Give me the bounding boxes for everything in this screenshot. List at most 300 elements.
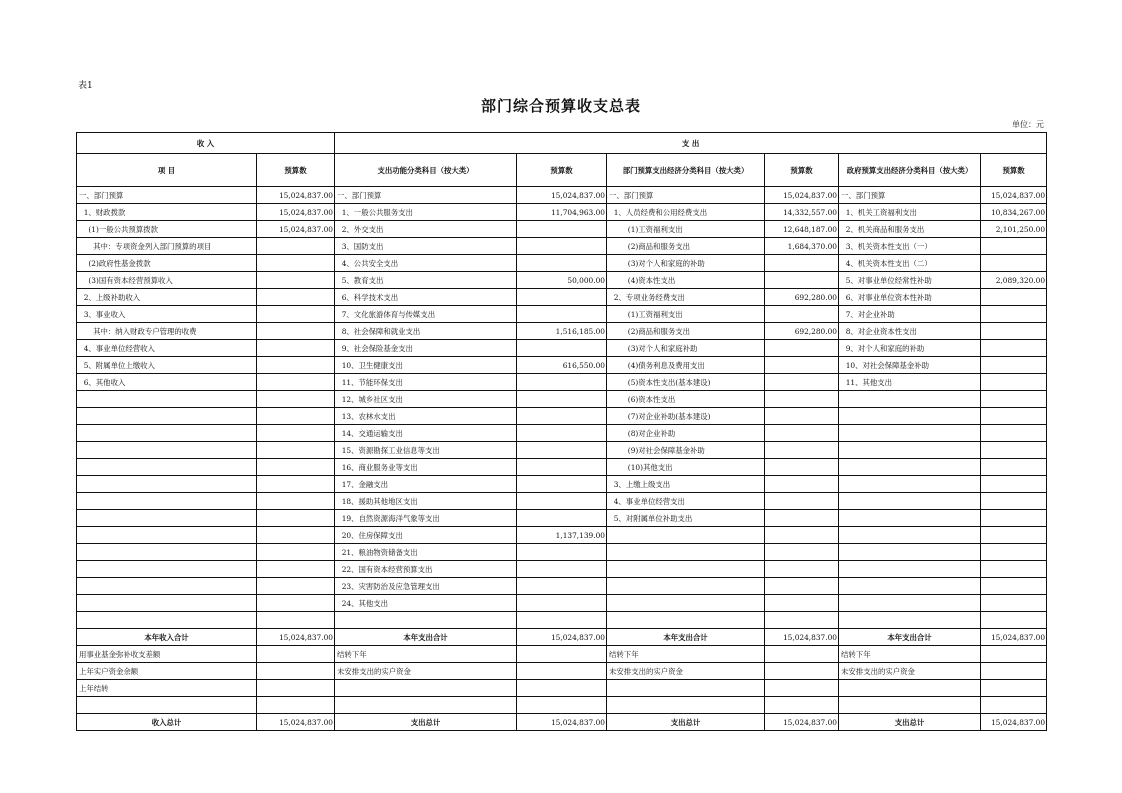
item-cell	[839, 408, 981, 425]
item-cell	[77, 510, 257, 527]
amount-cell	[981, 646, 1047, 663]
amount-cell	[517, 476, 607, 493]
item-cell	[77, 391, 257, 408]
item-cell	[607, 612, 765, 629]
item-cell: (8)对企业补助	[607, 425, 765, 442]
amount-cell: 15,024,837.00	[981, 187, 1047, 204]
item-cell	[839, 595, 981, 612]
column-header: 部门预算支出经济分类科目（按大类）	[607, 154, 765, 187]
amount-cell	[765, 340, 839, 357]
amount-cell: 1,516,185.00	[517, 323, 607, 340]
table-row	[77, 374, 1047, 391]
item-cell	[839, 459, 981, 476]
item-cell	[839, 425, 981, 442]
item-cell: (4)债务利息及费用支出	[607, 357, 765, 374]
table-row	[77, 425, 1047, 442]
amount-cell	[981, 408, 1047, 425]
item-cell: (9)对社会保障基金补助	[607, 442, 765, 459]
item-cell: (2)商品和服务支出	[607, 323, 765, 340]
item-cell: 4、事业单位经营支出	[607, 493, 765, 510]
item-cell: 1、机关工资福利支出	[839, 204, 981, 221]
amount-cell	[765, 646, 839, 663]
amount-cell	[981, 306, 1047, 323]
item-cell	[607, 527, 765, 544]
amount-cell	[257, 340, 335, 357]
amount-cell	[257, 306, 335, 323]
item-cell: 未安排支出的实户资金	[335, 663, 517, 680]
amount-cell	[257, 442, 335, 459]
table-number-label: 表1	[78, 81, 93, 91]
item-cell: 结转下年	[607, 646, 765, 663]
amount-cell	[981, 510, 1047, 527]
amount-cell	[765, 374, 839, 391]
item-cell: 11、其他支出	[839, 374, 981, 391]
item-cell: (6)资本性支出	[607, 391, 765, 408]
item-cell: 6、其他收入	[77, 374, 257, 391]
item-cell: (2)商品和服务支出	[607, 238, 765, 255]
amount-cell: 616,550.00	[517, 357, 607, 374]
amount-cell	[981, 493, 1047, 510]
item-cell: 2、外交支出	[335, 221, 517, 238]
amount-cell	[765, 663, 839, 680]
item-cell	[607, 595, 765, 612]
amount-cell: 15,024,837.00	[765, 187, 839, 204]
amount-cell	[981, 459, 1047, 476]
item-cell: (3)国有资本经营预算收入	[77, 272, 257, 289]
table-row	[77, 204, 1047, 221]
amount-cell	[981, 595, 1047, 612]
amount-cell	[517, 255, 607, 272]
item-cell	[77, 595, 257, 612]
year-total-row	[77, 629, 1047, 646]
amount-cell	[765, 459, 839, 476]
table-row	[77, 442, 1047, 459]
amount-cell	[517, 289, 607, 306]
table-row	[77, 493, 1047, 510]
item-cell: (3)对个人和家庭补助	[607, 340, 765, 357]
amount-cell	[765, 680, 839, 697]
amount-cell	[981, 663, 1047, 680]
amount-cell	[517, 493, 607, 510]
item-cell: 6、对事业单位资本性补助	[839, 289, 981, 306]
amount-cell	[765, 527, 839, 544]
item-cell	[839, 544, 981, 561]
amount-cell	[981, 323, 1047, 340]
amount-cell: 12,648,187.00	[765, 221, 839, 238]
item-cell: (1)工资福利支出	[607, 221, 765, 238]
amount-cell	[257, 663, 335, 680]
item-cell: 1、一般公共服务支出	[335, 204, 517, 221]
amount-cell	[517, 510, 607, 527]
grand-total-row	[77, 714, 1047, 731]
amount-cell	[765, 578, 839, 595]
amount-cell	[517, 238, 607, 255]
item-cell: 11、节能环保支出	[335, 374, 517, 391]
amount-cell	[517, 408, 607, 425]
amount-cell	[517, 578, 607, 595]
amount-cell	[765, 510, 839, 527]
item-cell: 12、城乡社区支出	[335, 391, 517, 408]
amount-cell	[765, 561, 839, 578]
amount-cell	[981, 425, 1047, 442]
amount-cell	[257, 595, 335, 612]
amount-cell	[517, 340, 607, 357]
item-cell	[77, 527, 257, 544]
item-cell: 5、附属单位上缴收入	[77, 357, 257, 374]
amount-cell	[765, 306, 839, 323]
amount-cell	[765, 391, 839, 408]
item-cell: 19、自然资源海洋气象等支出	[335, 510, 517, 527]
item-cell: (3)对个人和家庭的补助	[607, 255, 765, 272]
table-row	[77, 459, 1047, 476]
item-cell	[77, 612, 257, 629]
column-header: 预算数	[765, 154, 839, 187]
amount-cell	[765, 255, 839, 272]
item-cell: 其中：纳入财政专户管理的收费	[77, 323, 257, 340]
item-cell: 8、社会保障和就业支出	[335, 323, 517, 340]
amount-cell	[517, 425, 607, 442]
item-cell: 未安排支出的实户资金	[839, 663, 981, 680]
item-cell: 结转下年	[839, 646, 981, 663]
table-row	[77, 527, 1047, 544]
amount-cell	[765, 272, 839, 289]
amount-cell	[257, 323, 335, 340]
amount-cell: 15,024,837.00	[257, 221, 335, 238]
item-cell: 23、灾害防治及应急管理支出	[335, 578, 517, 595]
item-cell: 3、上缴上级支出	[607, 476, 765, 493]
item-cell: 本年支出合计	[335, 629, 517, 646]
amount-cell	[981, 391, 1047, 408]
item-cell: 3、机关资本性支出（一）	[839, 238, 981, 255]
item-cell: 支出总计	[607, 714, 765, 731]
item-cell: 18、援助其他地区支出	[335, 493, 517, 510]
amount-cell: 15,024,837.00	[517, 187, 607, 204]
item-cell	[77, 442, 257, 459]
amount-cell	[981, 527, 1047, 544]
amount-cell: 15,024,837.00	[981, 714, 1047, 731]
amount-cell	[517, 442, 607, 459]
expense-section-header: 支 出	[335, 133, 1047, 154]
table-row	[77, 697, 1047, 714]
budget-summary-table	[76, 132, 1047, 731]
column-header: 预算数	[257, 154, 335, 187]
item-cell: 用事业基金弥补收支差额	[77, 646, 257, 663]
table-row	[77, 238, 1047, 255]
amount-cell: 15,024,837.00	[765, 629, 839, 646]
amount-cell	[981, 357, 1047, 374]
item-cell: 6、科学技术支出	[335, 289, 517, 306]
amount-cell	[517, 306, 607, 323]
item-cell: 本年支出合计	[839, 629, 981, 646]
item-cell: 支出总计	[839, 714, 981, 731]
table-row	[77, 306, 1047, 323]
amount-cell	[257, 391, 335, 408]
amount-cell	[981, 289, 1047, 306]
item-cell: 一、部门预算	[77, 187, 257, 204]
amount-cell	[981, 340, 1047, 357]
item-cell	[839, 510, 981, 527]
amount-cell	[981, 255, 1047, 272]
item-cell: 17、金融支出	[335, 476, 517, 493]
amount-cell	[981, 680, 1047, 697]
item-cell	[839, 391, 981, 408]
amount-cell	[765, 442, 839, 459]
page-title: 部门综合预算收支总表	[480, 97, 641, 115]
amount-cell: 15,024,837.00	[517, 714, 607, 731]
amount-cell: 15,024,837.00	[517, 629, 607, 646]
item-cell: 2、专项业务经费支出	[607, 289, 765, 306]
amount-cell	[517, 221, 607, 238]
table-row	[77, 510, 1047, 527]
item-cell	[607, 578, 765, 595]
amount-cell	[765, 493, 839, 510]
table-row	[77, 391, 1047, 408]
amount-cell	[257, 459, 335, 476]
income-section-header: 收 入	[77, 133, 335, 154]
item-cell: 20、住房保障支出	[335, 527, 517, 544]
amount-cell	[765, 697, 839, 714]
table-row	[77, 595, 1047, 612]
item-cell	[77, 697, 257, 714]
item-cell: 16、商业服务业等支出	[335, 459, 517, 476]
item-cell: 7、对企业补助	[839, 306, 981, 323]
item-cell	[839, 527, 981, 544]
amount-cell: 10,834,267.00	[981, 204, 1047, 221]
item-cell: 上年实户资金余额	[77, 663, 257, 680]
amount-cell: 692,280.00	[765, 289, 839, 306]
item-cell: 4、事业单位经营收入	[77, 340, 257, 357]
amount-cell: 11,704,963.00	[517, 204, 607, 221]
item-cell: (1)工资福利支出	[607, 306, 765, 323]
item-cell: (2)政府性基金拨款	[77, 255, 257, 272]
item-cell: 本年收入合计	[77, 629, 257, 646]
table-row	[77, 187, 1047, 204]
amount-cell	[981, 578, 1047, 595]
amount-cell	[517, 561, 607, 578]
item-cell	[839, 442, 981, 459]
amount-cell	[981, 697, 1047, 714]
item-cell	[839, 476, 981, 493]
amount-cell	[517, 646, 607, 663]
amount-cell: 2,089,320.00	[981, 272, 1047, 289]
item-cell	[77, 578, 257, 595]
table-row	[77, 289, 1047, 306]
column-header: 政府预算支出经济分类科目（按大类）	[839, 154, 981, 187]
amount-cell: 50,000.00	[517, 272, 607, 289]
item-cell: 7、文化旅游体育与传媒支出	[335, 306, 517, 323]
item-cell: 支出总计	[335, 714, 517, 731]
table-row	[77, 561, 1047, 578]
amount-cell	[257, 374, 335, 391]
item-cell	[607, 544, 765, 561]
item-cell: 4、机关资本性支出（二）	[839, 255, 981, 272]
item-cell: (1)一般公共预算拨款	[77, 221, 257, 238]
item-cell: 上年结转	[77, 680, 257, 697]
amount-cell	[981, 612, 1047, 629]
item-cell: (4)资本性支出	[607, 272, 765, 289]
item-cell	[77, 408, 257, 425]
amount-cell	[517, 697, 607, 714]
amount-cell	[517, 459, 607, 476]
amount-cell: 2,101,250.00	[981, 221, 1047, 238]
item-cell	[335, 697, 517, 714]
table-row	[77, 578, 1047, 595]
unit-label: 单位：元	[1012, 120, 1044, 129]
item-cell: 5、教育支出	[335, 272, 517, 289]
item-cell	[839, 680, 981, 697]
amount-cell	[257, 527, 335, 544]
amount-cell	[257, 544, 335, 561]
table-row	[77, 476, 1047, 493]
table-row	[77, 272, 1047, 289]
item-cell	[607, 680, 765, 697]
table-row	[77, 544, 1047, 561]
item-cell: 14、交通运输支出	[335, 425, 517, 442]
item-cell: (7)对企业补助(基本建设)	[607, 408, 765, 425]
amount-cell	[765, 612, 839, 629]
amount-cell	[981, 374, 1047, 391]
amount-cell	[981, 544, 1047, 561]
item-cell	[839, 561, 981, 578]
table-row	[77, 680, 1047, 697]
amount-cell	[981, 561, 1047, 578]
amount-cell	[257, 578, 335, 595]
item-cell: 10、对社会保障基金补助	[839, 357, 981, 374]
amount-cell	[517, 391, 607, 408]
table-row	[77, 646, 1047, 663]
table-row	[77, 323, 1047, 340]
item-cell	[77, 544, 257, 561]
amount-cell: 15,024,837.00	[257, 714, 335, 731]
amount-cell	[765, 425, 839, 442]
item-cell: 5、对事业单位经常性补助	[839, 272, 981, 289]
amount-cell	[765, 357, 839, 374]
amount-cell: 692,280.00	[765, 323, 839, 340]
table-row	[77, 340, 1047, 357]
item-cell: 一、部门预算	[335, 187, 517, 204]
item-cell: 4、公共安全支出	[335, 255, 517, 272]
table-row	[77, 255, 1047, 272]
amount-cell	[765, 544, 839, 561]
amount-cell	[765, 595, 839, 612]
table-row	[77, 408, 1047, 425]
amount-cell	[257, 612, 335, 629]
item-cell: 10、卫生健康支出	[335, 357, 517, 374]
amount-cell	[257, 680, 335, 697]
amount-cell	[981, 442, 1047, 459]
amount-cell	[517, 680, 607, 697]
item-cell: 本年支出合计	[607, 629, 765, 646]
amount-cell: 1,684,370.00	[765, 238, 839, 255]
amount-cell	[765, 408, 839, 425]
amount-cell	[257, 476, 335, 493]
item-cell: 3、国防支出	[335, 238, 517, 255]
item-cell	[839, 612, 981, 629]
item-cell	[839, 578, 981, 595]
table-row	[77, 357, 1047, 374]
column-header: 预算数	[517, 154, 607, 187]
item-cell	[77, 561, 257, 578]
amount-cell: 15,024,837.00	[257, 629, 335, 646]
item-cell	[335, 612, 517, 629]
item-cell: (5)资本性支出(基本建设)	[607, 374, 765, 391]
column-header-row	[77, 154, 1047, 187]
item-cell	[839, 493, 981, 510]
item-cell: 未安排支出的实户资金	[607, 663, 765, 680]
amount-cell	[517, 374, 607, 391]
amount-cell	[257, 561, 335, 578]
amount-cell: 14,332,557.00	[765, 204, 839, 221]
item-cell	[839, 697, 981, 714]
item-cell	[77, 425, 257, 442]
amount-cell	[517, 544, 607, 561]
column-header: 预算数	[981, 154, 1047, 187]
amount-cell	[257, 357, 335, 374]
item-cell: 5、对附属单位补助支出	[607, 510, 765, 527]
item-cell: 一、部门预算	[607, 187, 765, 204]
amount-cell	[257, 408, 335, 425]
item-cell: 8、对企业资本性支出	[839, 323, 981, 340]
amount-cell	[257, 697, 335, 714]
amount-cell	[517, 595, 607, 612]
column-header: 支出功能分类科目（按大类）	[335, 154, 517, 187]
amount-cell	[981, 476, 1047, 493]
amount-cell	[257, 238, 335, 255]
table-row	[77, 663, 1047, 680]
item-cell: 1、人员经费和公用经费支出	[607, 204, 765, 221]
amount-cell	[257, 510, 335, 527]
item-cell: 3、事业收入	[77, 306, 257, 323]
item-cell: (10)其他支出	[607, 459, 765, 476]
item-cell: 2、上级补助收入	[77, 289, 257, 306]
amount-cell: 15,024,837.00	[765, 714, 839, 731]
item-cell	[335, 680, 517, 697]
amount-cell: 15,024,837.00	[257, 204, 335, 221]
amount-cell: 15,024,837.00	[257, 187, 335, 204]
item-cell: 15、资源勘探工业信息等支出	[335, 442, 517, 459]
item-cell: 2、机关商品和服务支出	[839, 221, 981, 238]
table-row	[77, 612, 1047, 629]
item-cell: 1、财政拨款	[77, 204, 257, 221]
item-cell: 22、国有资本经营预算支出	[335, 561, 517, 578]
item-cell: 13、农林水支出	[335, 408, 517, 425]
item-cell: 24、其他支出	[335, 595, 517, 612]
amount-cell	[257, 425, 335, 442]
amount-cell	[517, 612, 607, 629]
amount-cell	[981, 238, 1047, 255]
table-row	[77, 221, 1047, 238]
item-cell	[607, 561, 765, 578]
item-cell: 9、对个人和家庭的补助	[839, 340, 981, 357]
amount-cell: 15,024,837.00	[981, 629, 1047, 646]
item-cell: 结转下年	[335, 646, 517, 663]
section-header-row	[77, 133, 1047, 154]
amount-cell	[257, 493, 335, 510]
item-cell	[607, 697, 765, 714]
item-cell: 9、社会保险基金支出	[335, 340, 517, 357]
column-header: 项 目	[77, 154, 257, 187]
amount-cell	[257, 289, 335, 306]
amount-cell	[257, 646, 335, 663]
item-cell: 其中：专项资金列入部门预算的项目	[77, 238, 257, 255]
amount-cell	[257, 272, 335, 289]
amount-cell	[257, 255, 335, 272]
item-cell	[77, 493, 257, 510]
item-cell: 21、粮油物资储备支出	[335, 544, 517, 561]
amount-cell	[765, 476, 839, 493]
item-cell: 收入总计	[77, 714, 257, 731]
item-cell: 一、部门预算	[839, 187, 981, 204]
